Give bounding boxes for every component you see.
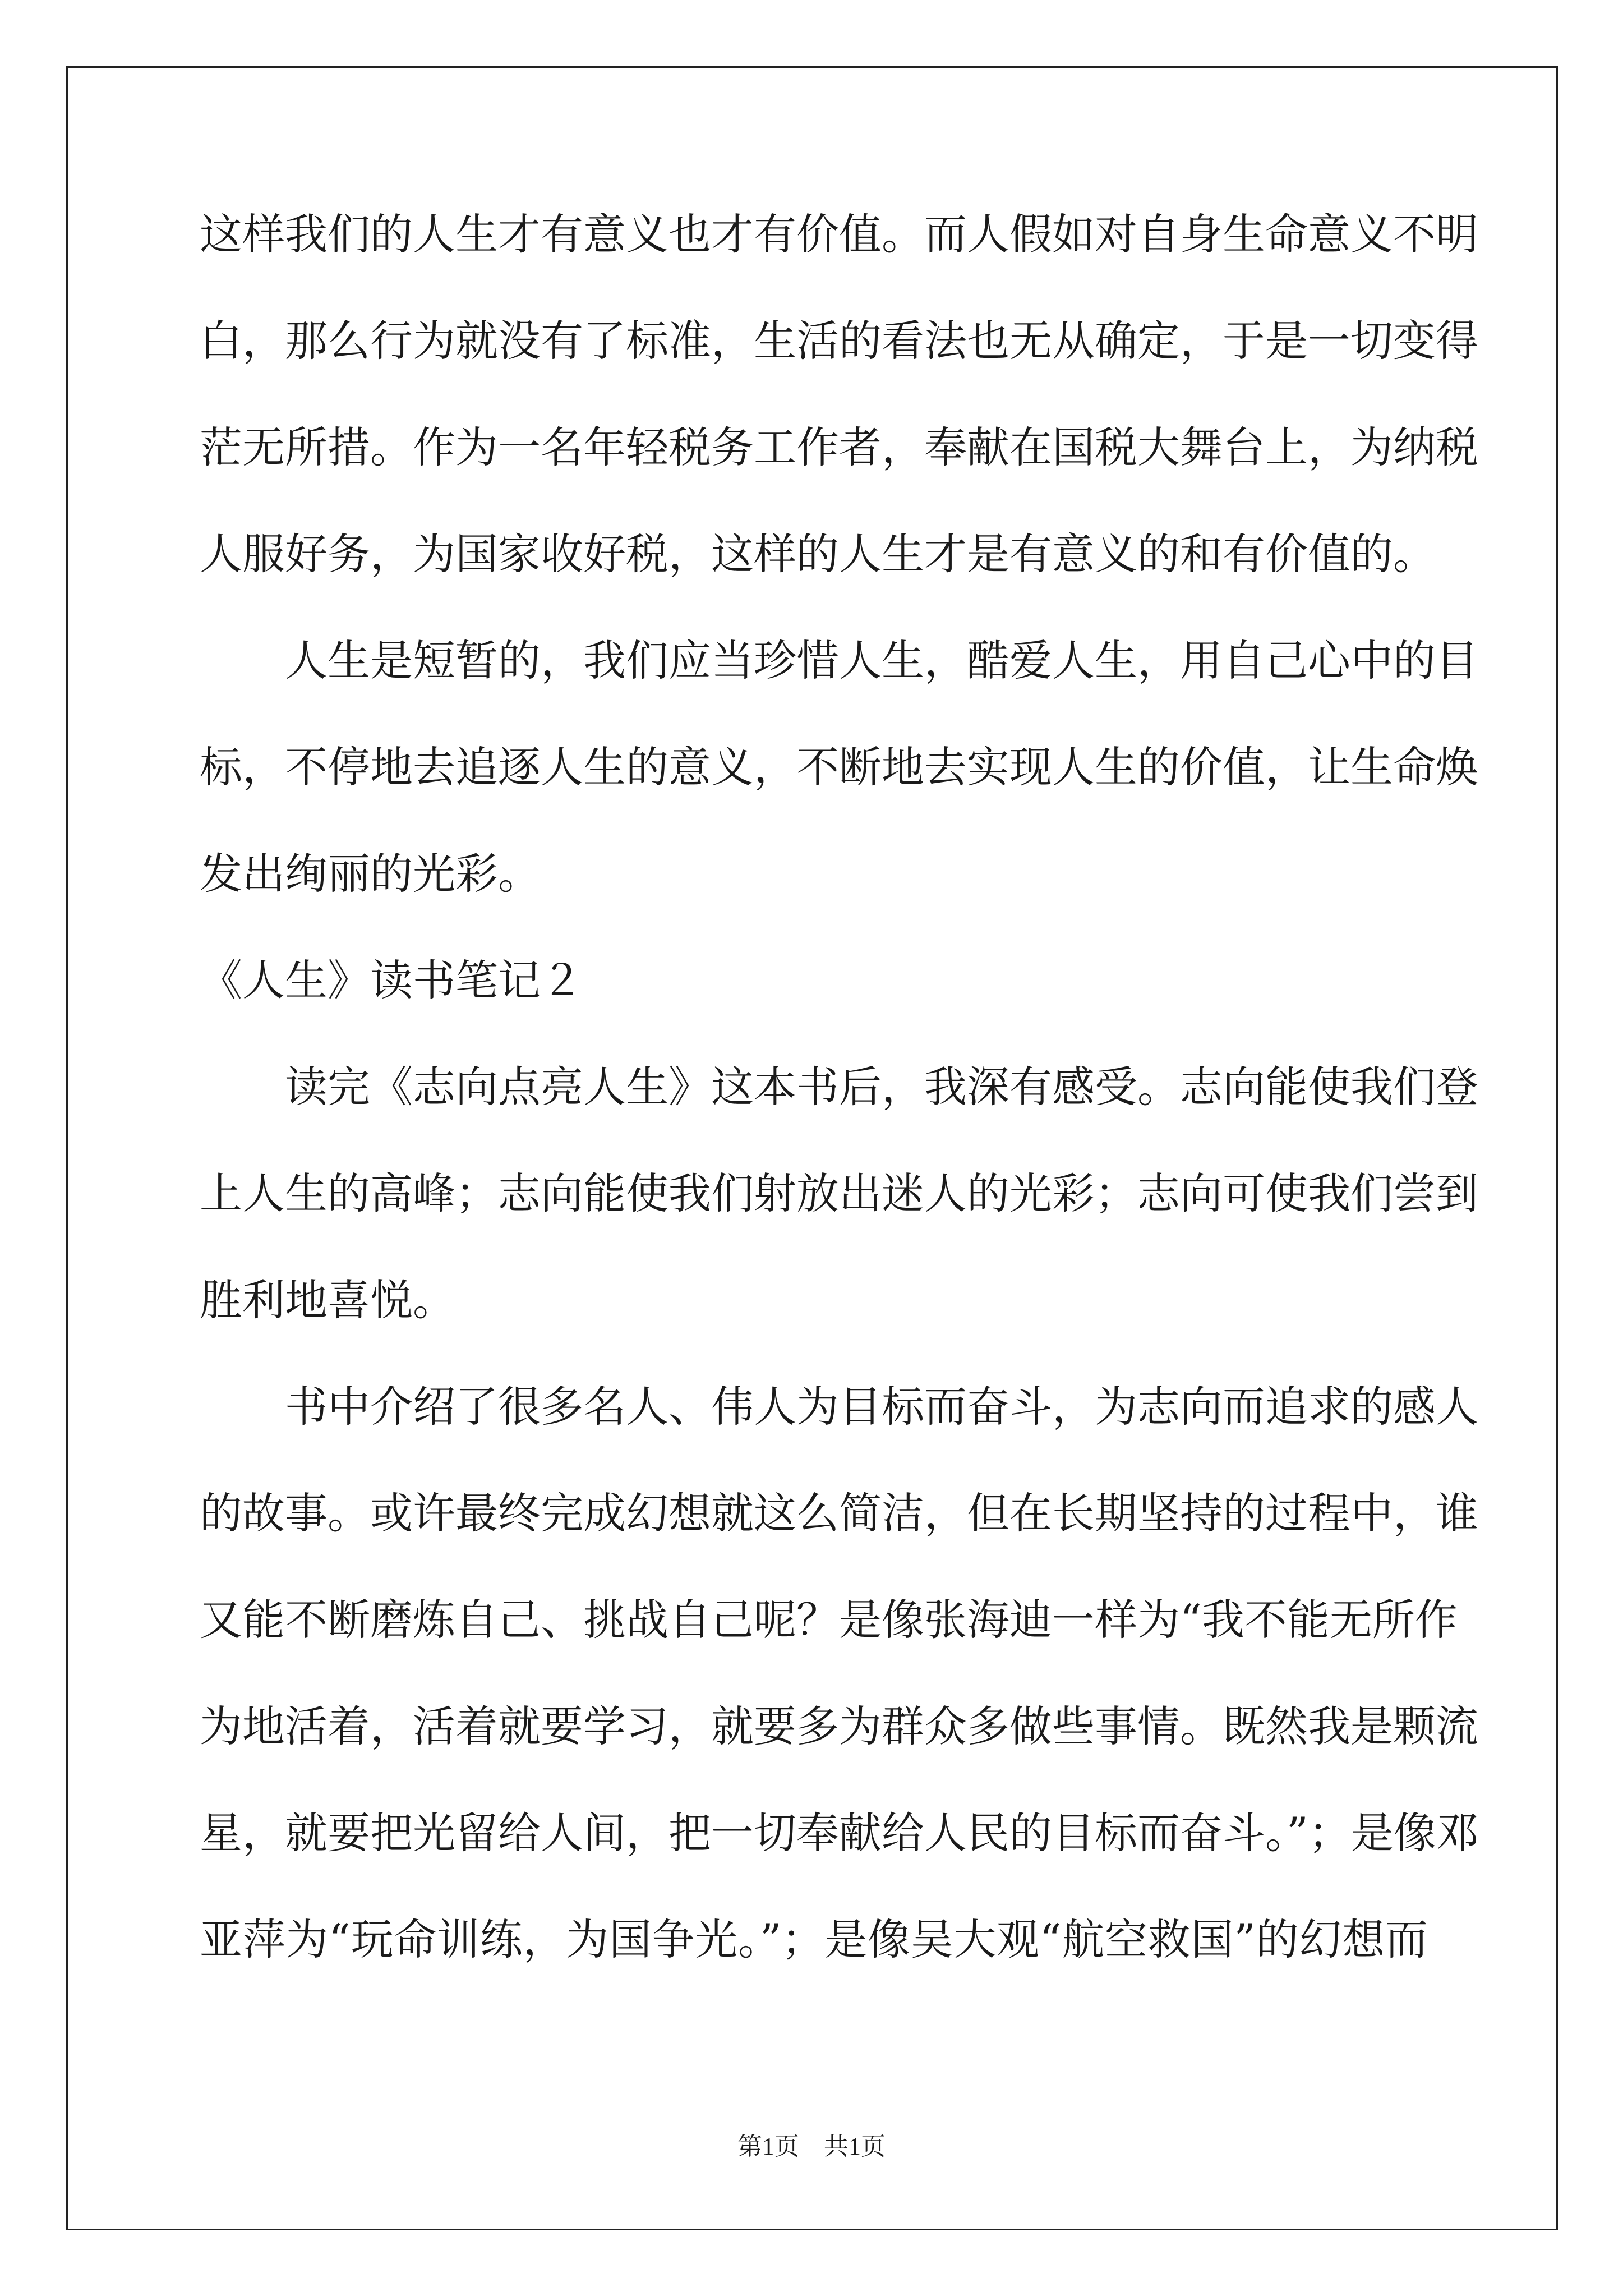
text-line: 书中介绍了很多名人、伟人为目标而奋斗，为志向而追求的感人	[200, 1382, 1478, 1432]
text-line: 白，那么行为就没有了标准，生活的看法也无从确定，于是一切变得	[200, 316, 1478, 366]
text-line: 这样我们的人生才有意义也才有价值。而人假如对自身生命意义不明	[200, 209, 1478, 259]
text-line: 亚萍为“玩命训练，为国争光。”；是像吴大观“航空救国”的幻想而	[200, 1915, 1428, 1964]
section-heading: 《人生》读书笔记２	[200, 955, 583, 1005]
text-line: 的故事。或许最终完成幻想就这么简洁，但在长期坚持的过程中，谁	[200, 1488, 1478, 1538]
text-line: 为地活着，活着就要学习，就要多为群众多做些事情。既然我是颗流	[200, 1701, 1478, 1751]
text-line: 人服好务，为国家收好税，这样的人生才是有意义的和有价值的。	[200, 529, 1436, 579]
text-line: 又能不断磨炼自己、挑战自己呢？是像张海迪一样为“我不能无所作	[200, 1595, 1458, 1645]
text-line: 茫无所措。作为一名年轻税务工作者，奉献在国税大舞台上，为纳税	[200, 422, 1478, 472]
page-number: 第1页 共1页	[737, 2133, 886, 2160]
text-line: 人生是短暂的，我们应当珍惜人生，酷爱人生，用自己心中的目	[200, 636, 1478, 685]
document-body	[200, 209, 1479, 2025]
text-line: 发出绚丽的光彩。	[200, 849, 541, 899]
text-line: 星，就要把光留给人间，把一切奉献给人民的目标而奋斗。”；是像邓	[200, 1808, 1479, 1858]
text-line: 标，不停地去追逐人生的意义，不断地去实现人生的价值，让生命焕	[200, 742, 1478, 792]
text-line: 读完《志向点亮人生》这本书后，我深有感受。志向能使我们登	[200, 1062, 1478, 1112]
text-line: 胜利地喜悦。	[200, 1275, 455, 1325]
text-line: 上人生的高峰；志向能使我们射放出迷人的光彩；志向可使我们尝到	[200, 1168, 1478, 1218]
